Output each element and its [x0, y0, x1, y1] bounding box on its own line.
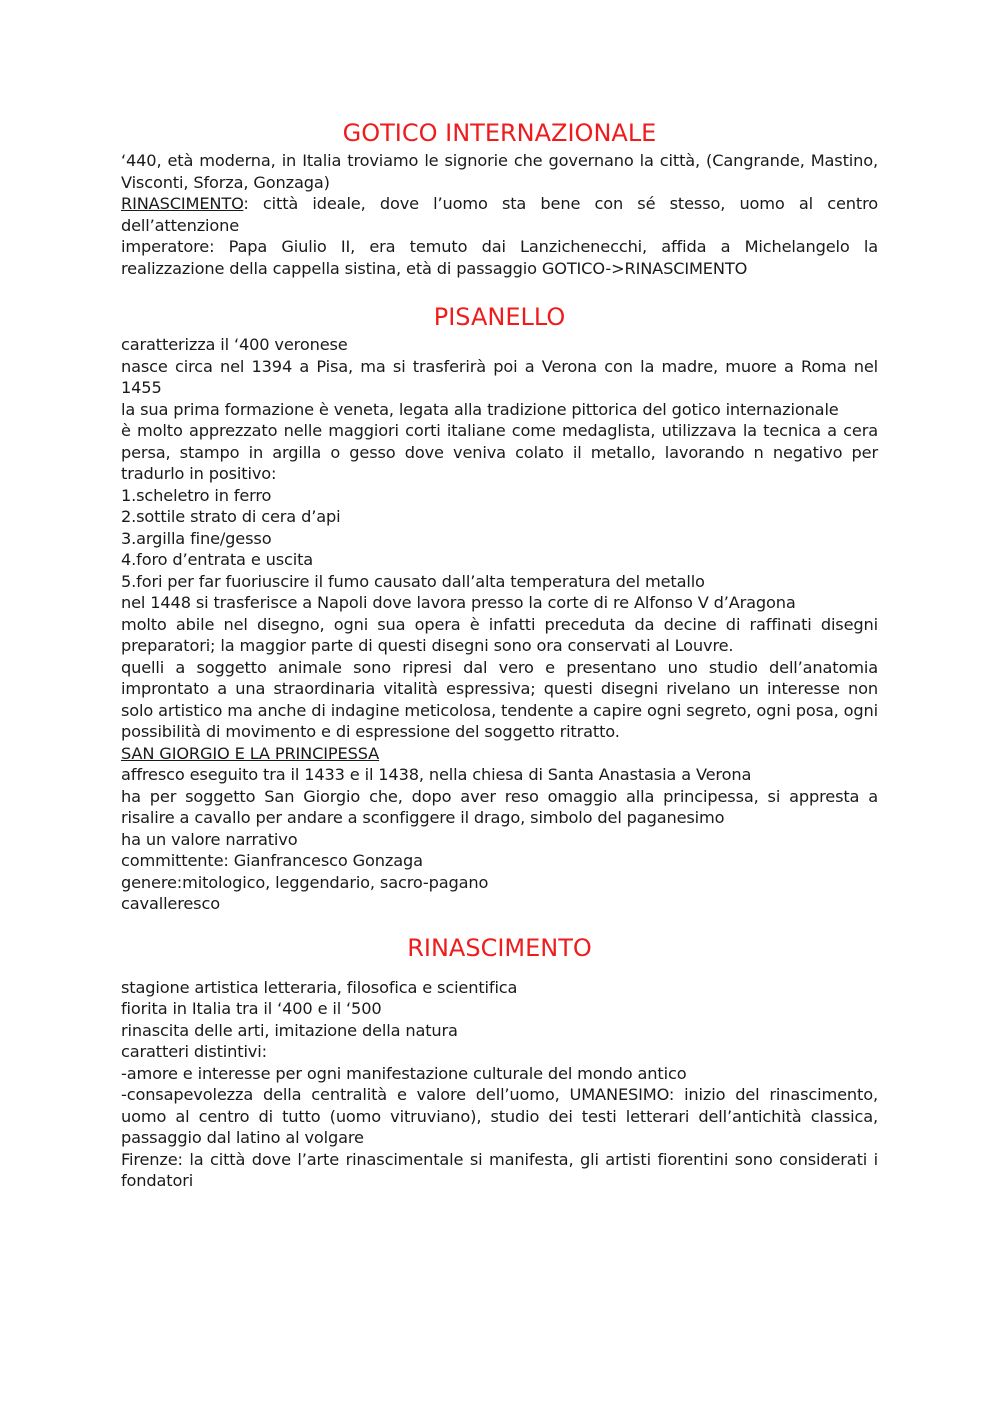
list-item: 2.sottile strato di cera d’api: [121, 507, 341, 526]
paragraph: -amore e interesse per ogni manifestazione culturale del mondo antico: [121, 1063, 687, 1083]
paragraph: affresco eseguito tra il 1433 e il 1438, nella chiesa di Santa Anastasia a Verona: [121, 765, 752, 784]
paragraph: fiorita in Italia tra il ‘400 e il ‘500: [121, 999, 382, 1018]
paragraph: molto abile nel disegno, ogni sua opera è infatti preceduta da decine di raffinati disegni preparatori; la maggior parte di questi disegni sono ora conservati al Louvre.: [121, 614, 878, 655]
spacer: [121, 965, 878, 977]
paragraph: caratterizza il ‘400 veronese: [121, 335, 348, 354]
paragraph-rinascimento-definition: [121, 193, 878, 236]
underlined-term: RINASCIMENTO: [121, 194, 244, 213]
paragraph: cavalleresco: [121, 894, 220, 913]
paragraph-text: : città ideale, dove l’uomo sta bene con sé stesso, uomo al centro dell’attenzione: [121, 194, 878, 235]
heading-rinascimento: RINASCIMENTO: [407, 933, 592, 962]
list-item: 5.fori per far fuoriuscire il fumo causato dall’alta temperatura del metallo: [121, 571, 705, 591]
paragraph: ‘440, età moderna, in Italia troviamo le signorie che governano la città, (Cangrande, Mastino, Visconti, Sforza, Gonzaga): [121, 151, 878, 192]
list-item: 3.argilla fine/gesso: [121, 528, 272, 548]
paragraph: genere:mitologico, leggendario, sacro-pagano: [121, 872, 489, 892]
paragraph: ha un valore narrativo: [121, 829, 298, 849]
paragraph: imperatore: Papa Giulio II, era temuto dai Lanzichenecchi, affida a Michelangelo la realizzazione della cappella sistina, età di passaggio GOTICO->RINASCIMENTO: [121, 237, 878, 278]
paragraph: stagione artistica letteraria, filosofica e scientifica: [121, 977, 518, 997]
paragraph: caratteri distintivi:: [121, 1042, 267, 1061]
spacer: [121, 279, 878, 300]
paragraph: nel 1448 si trasferisce a Napoli dove lavora presso la corte di re Alfonso V d’Aragona: [121, 593, 796, 612]
paragraph: la sua prima formazione è veneta, legata alla tradizione pittorica del gotico internazionale: [121, 399, 839, 419]
spacer: [121, 915, 878, 931]
heading-gotico-internazionale: GOTICO INTERNAZIONALE: [342, 119, 657, 147]
paragraph: quelli a soggetto animale sono ripresi dal vero e presentano uno studio dell’anatomia improntato a una straordinaria vitalità espressiva; questi disegni rivelano un interesse non solo artistico ma anche di indagine meticolosa, tendente a capire ogni segreto, ogni posa, ogni possibilità di movimento e di espressione del soggetto ritratto.: [121, 657, 878, 741]
paragraph: ha per soggetto San Giorgio che, dopo aver reso omaggio alla principessa, si appresta a risalire a cavallo per andare a sconfiggere il drago, simbolo del paganesimo: [121, 786, 878, 827]
paragraph: è molto apprezzato nelle maggiori corti italiane come medaglista, utilizzava la tecnica a cera persa, stampo in argilla o gesso dove veniva colato il metallo, lavorando n negativo per tradurlo in positivo:: [121, 421, 878, 483]
paragraph: committente: Gianfrancesco Gonzaga: [121, 851, 423, 870]
paragraph: Firenze: la città dove l’arte rinascimentale si manifesta, gli artisti fiorentini sono considerati i fondatori: [121, 1149, 878, 1190]
document-body: [121, 116, 878, 1192]
list-item: 4.foro d’entrata e uscita: [121, 550, 314, 569]
heading-pisanello: PISANELLO: [433, 303, 566, 331]
paragraph: -consapevolezza della centralità e valore dell’uomo, UMANESIMO: inizio del rinascimento, uomo al centro di tutto (uomo vitruviano), studio dei testi letterari dell’antichità classica, passaggio dal latino al volgare: [121, 1085, 878, 1147]
paragraph: rinascita delle arti, imitazione della natura: [121, 1020, 458, 1040]
paragraph: nasce circa nel 1394 a Pisa, ma si trasferirà poi a Verona con la madre, muore a Roma nel 1455: [121, 356, 878, 397]
list-item: 1.scheletro in ferro: [121, 485, 272, 505]
subheading-san-giorgio: SAN GIORGIO E LA PRINCIPESSA: [121, 743, 380, 763]
